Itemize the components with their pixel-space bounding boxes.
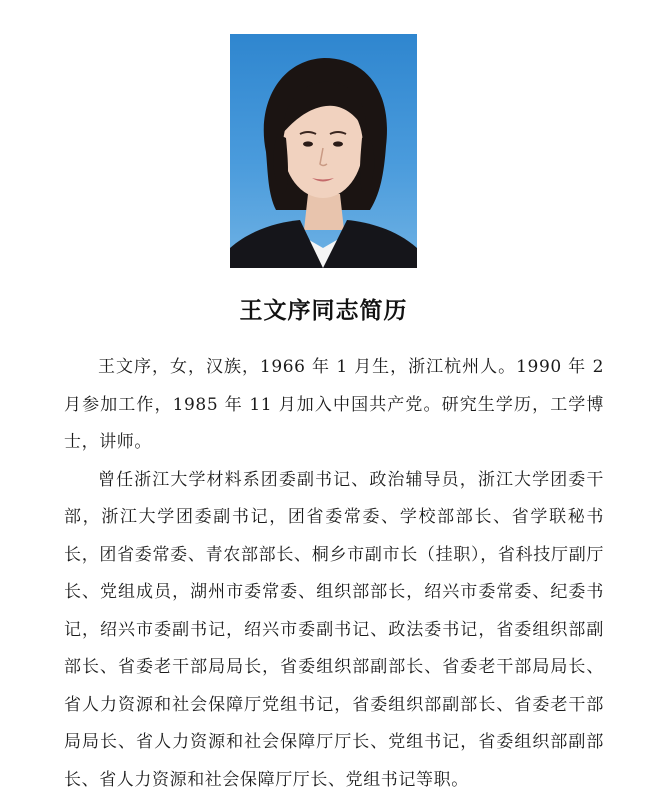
bio-paragraph-career: 曾任浙江大学材料系团委副书记、政治辅导员，浙江大学团委干部，浙江大学团委副书记，团省委常委、学校部部长、省学联秘书长，团省委常委、青农部部长、桐乡市副市长（挂职），省科技厅副厅长、党组成员，湖州市委常委、组织部部长，绍兴市委常委、纪委书记，绍兴市委副书记，绍兴市委副书记、政法委书记，省委组织部副部长、省委老干部局局长，省委组织部副部长、省委老干部局局长、省人力资源和社会保障厅党组书记，省委组织部副部长、省委老干部局局长、省人力资源和社会保障厅厅长、党组书记，省委组织部副部长、省人力资源和社会保障厅厅长、党组书记等职。 xyxy=(64,462,604,799)
biography xyxy=(64,349,604,799)
portrait-photo xyxy=(230,34,417,268)
page-title: 王文序同志简历 xyxy=(0,292,647,325)
bio-paragraph-personal: 王文序，女，汉族，1966 年 1 月生，浙江杭州人。1990 年 2 月参加工作，1985 年 11 月加入中国共产党。研究生学历，工学博士，讲师。 xyxy=(64,349,604,462)
